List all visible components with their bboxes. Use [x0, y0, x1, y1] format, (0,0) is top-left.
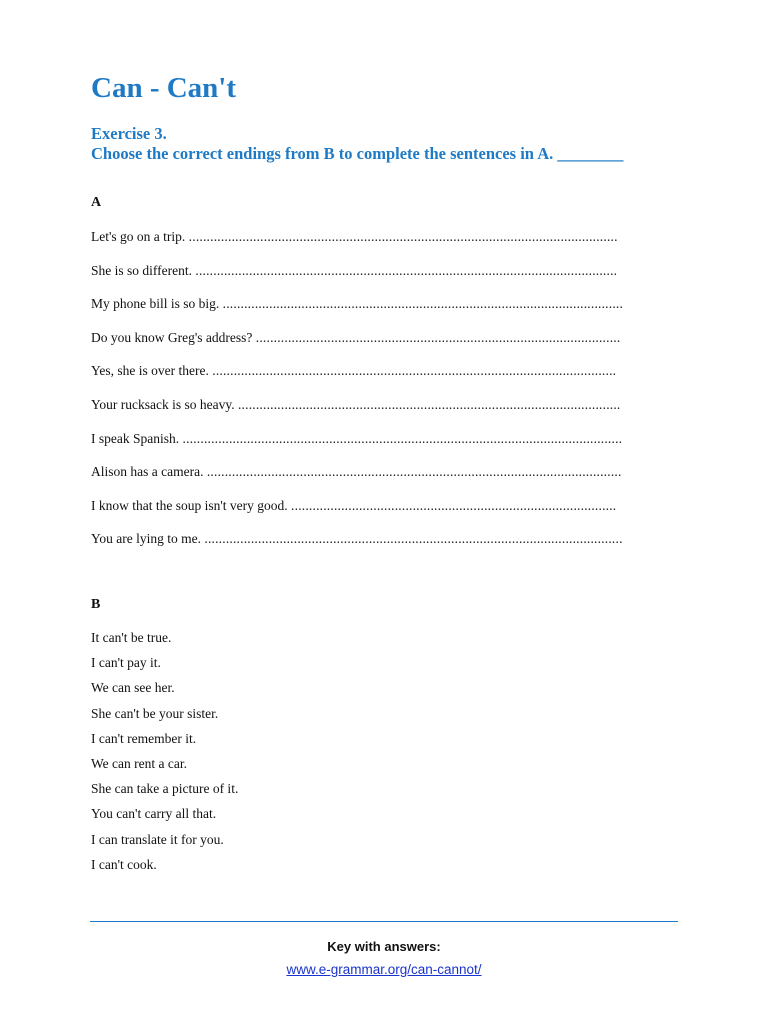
sentence-item	[91, 293, 677, 327]
sentence-item	[91, 327, 677, 361]
answer-blank: ......................................................................................................................	[195, 262, 618, 278]
sentence-item	[91, 528, 677, 562]
ending-item: I can't remember it.	[91, 730, 197, 746]
ending-item: I can't cook.	[91, 856, 157, 872]
sentence-item	[91, 226, 677, 260]
page-title: Can - Can't	[91, 72, 237, 104]
sentence-text: Do you know Greg's address?	[91, 329, 253, 345]
sentence-item	[91, 360, 677, 394]
exercise-label: Exercise 3.	[91, 124, 167, 143]
ending-item: It can't be true.	[91, 630, 172, 645]
sentence-text: I speak Spanish.	[91, 430, 180, 446]
sentence-item	[91, 428, 677, 462]
sentence-text: Yes, she is over there.	[91, 363, 209, 379]
ending-item: She can't be your sister.	[91, 705, 219, 721]
ending-item: I can't pay it.	[91, 655, 161, 671]
sentence-text: Your rucksack is so heavy.	[91, 396, 235, 412]
answer-blank: ...........................................................................................	[291, 497, 617, 513]
section-b-list	[91, 628, 238, 880]
answer-blank: ......................................................................................................	[255, 329, 621, 345]
ending-item: You can't carry all that.	[91, 806, 217, 822]
answer-blank: ...........................................................................................................	[237, 396, 621, 412]
answer-blank: .....................................................................................................................	[204, 531, 623, 547]
sentence-text: I know that the soup isn't very good.	[91, 497, 288, 513]
sentence-item	[91, 461, 677, 495]
ending-item: We can see her.	[91, 680, 175, 696]
answer-blank: ....................................................................................................................	[206, 464, 622, 480]
ending-item: She can take a picture of it.	[91, 781, 239, 797]
answer-key-link[interactable]: www.e-grammar.org/can-cannot/	[286, 962, 482, 977]
answer-blank: .................................................................................................................	[212, 363, 617, 379]
sentence-text: She is so different.	[91, 262, 192, 278]
sentence-item	[91, 260, 677, 294]
sentence-text: Alison has a camera.	[91, 464, 204, 480]
footer-divider	[90, 921, 678, 922]
exercise-instruction: Choose the correct endings from B to complete the sentences in A. ________	[91, 144, 624, 163]
answer-key-link-wrapper	[0, 961, 768, 979]
sentence-text: My phone bill is so big.	[91, 296, 220, 312]
answer-key-label: Key with answers:	[327, 939, 441, 954]
ending-item: We can rent a car.	[91, 755, 187, 771]
section-a-list	[91, 226, 677, 562]
answer-blank: ........................................................................................................................	[188, 229, 618, 244]
sentence-item	[91, 495, 677, 529]
ending-item: I can translate it for you.	[91, 831, 224, 847]
sentence-item	[91, 394, 677, 428]
answer-blank: ................................................................................................................	[222, 296, 624, 312]
sentence-text: You are lying to me.	[91, 531, 201, 547]
sentence-text: Let's go on a trip.	[91, 229, 186, 244]
section-a-heading: A	[91, 195, 102, 210]
section-b-heading: B	[91, 597, 101, 612]
answer-blank: ...........................................................................................................................	[182, 430, 623, 446]
